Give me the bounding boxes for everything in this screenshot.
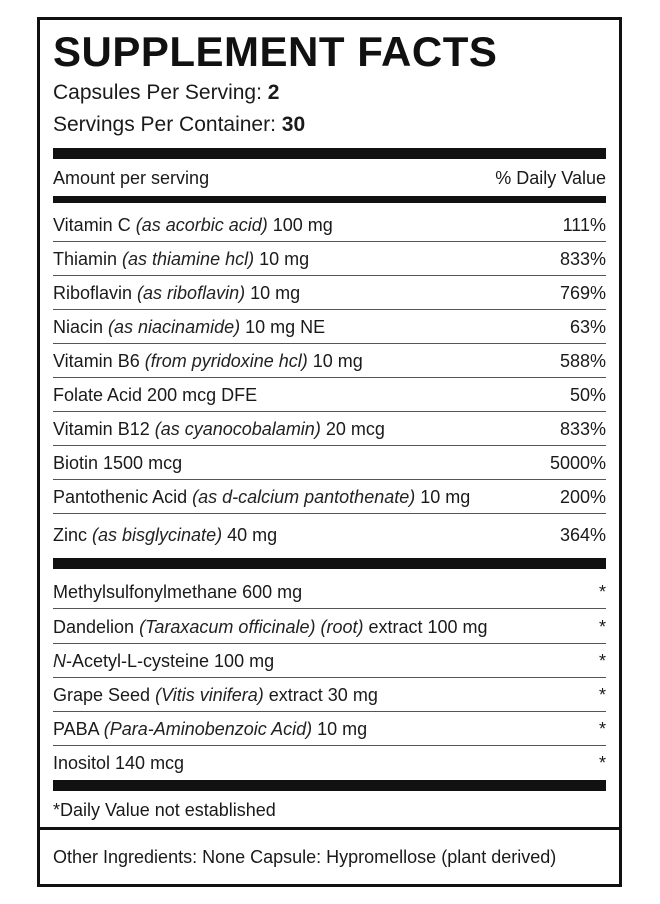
nutrient-name: Grape Seed — [53, 684, 156, 705]
nutrient-daily-value: 200% — [559, 486, 606, 507]
nutrient-row — [53, 380, 606, 410]
nutrient-amount: 10 mg — [254, 248, 310, 269]
nutrient-row — [53, 680, 606, 710]
nutrient-daily-value: 50% — [569, 384, 606, 405]
row-divider — [53, 479, 606, 480]
nutrient-name: Vitamin C — [53, 214, 136, 235]
nutrient-source: (as thiamine hcl) — [122, 248, 255, 269]
panel-title: SUPPLEMENT FACTS — [53, 28, 498, 75]
nutrient-name: Zinc — [53, 524, 93, 545]
servings-per-container — [53, 112, 305, 138]
nutrient-row — [53, 278, 606, 308]
row-divider — [53, 608, 606, 609]
nutrient-name: PABA — [53, 718, 104, 739]
nutrient-daily-value: * — [598, 650, 606, 671]
nutrient-daily-value: 833% — [559, 248, 606, 269]
nutrient-name — [53, 685, 378, 706]
nutrient-daily-value: 5000% — [549, 452, 606, 473]
nutrient-name — [53, 385, 257, 406]
nutrient-source: (Para-Aminobenzoic Acid) — [103, 718, 313, 739]
nutrient-name — [53, 419, 385, 440]
nutrient-daily-value: * — [598, 616, 606, 637]
row-divider — [53, 377, 606, 378]
capsules-value: 2 — [267, 81, 280, 104]
row-divider — [53, 309, 606, 310]
other-ingredients — [40, 827, 619, 884]
nutrient-daily-value: * — [598, 718, 606, 739]
nutrient-amount: 10 mg — [245, 282, 301, 303]
nutrient-name — [53, 582, 302, 603]
nutrient-name — [53, 317, 325, 338]
row-divider — [53, 343, 606, 344]
row-divider — [53, 513, 606, 514]
nutrient-name — [53, 351, 363, 372]
thick-divider — [53, 780, 606, 791]
nutrient-name — [53, 453, 182, 474]
row-divider — [53, 241, 606, 242]
other-ingredients-text: Other Ingredients: None Capsule: Hypromellose (plant derived) — [53, 846, 557, 867]
nutrient-amount: 10 mg NE — [240, 316, 326, 337]
footnote — [53, 795, 606, 825]
row-divider — [53, 711, 606, 712]
nutrient-source: (as acorbic acid) — [135, 214, 268, 235]
nutrient-name: Thiamin — [53, 248, 123, 269]
nutrient-name — [53, 249, 309, 270]
nutrient-name: Inositol 140 mcg — [53, 752, 185, 773]
nutrient-row — [53, 244, 606, 274]
nutrient-daily-value: * — [598, 684, 606, 705]
row-divider — [53, 643, 606, 644]
header-row — [53, 163, 606, 193]
capsules-label: Capsules Per Serving: — [53, 81, 268, 104]
nutrient-amount: 10 mg — [307, 350, 363, 371]
nutrient-amount: extract 30 mg — [263, 684, 378, 705]
nutrient-name — [53, 215, 333, 236]
nutrient-source: (from pyridoxine hcl) — [144, 350, 308, 371]
nutrient-daily-value: 833% — [559, 418, 606, 439]
nutrient-name: Niacin — [53, 316, 109, 337]
nutrient-daily-value: 364% — [559, 524, 606, 545]
nutrient-amount: 100 mg — [267, 214, 333, 235]
row-divider — [53, 677, 606, 678]
nutrient-name: Vitamin B6 — [53, 350, 145, 371]
nutrient-name — [53, 651, 274, 672]
nutrient-name — [53, 753, 184, 774]
thick-divider — [53, 558, 606, 569]
nutrient-source: (as cyanocobalamin) — [154, 418, 321, 439]
nutrient-daily-value: * — [598, 752, 606, 773]
capsules-per-serving — [53, 80, 279, 106]
nutrient-name: Vitamin B12 — [53, 418, 155, 439]
nutrient-row — [53, 748, 606, 778]
footnote-text: *Daily Value not established — [53, 799, 276, 820]
nutrient-source: (Taraxacum officinale) (root) — [139, 616, 364, 637]
row-divider — [53, 445, 606, 446]
daily-value-label: % Daily Value — [495, 167, 606, 188]
nutrient-row — [53, 520, 606, 550]
nutrient-name — [53, 283, 300, 304]
nutrient-row — [53, 448, 606, 478]
nutrient-source: (Vitis vinifera) — [155, 684, 264, 705]
nutrient-daily-value: 63% — [569, 316, 606, 337]
nutrient-name — [53, 487, 470, 508]
row-divider — [53, 411, 606, 412]
nutrient-amount: 40 mg — [222, 524, 278, 545]
nutrient-source: (as bisglycinate) — [92, 524, 223, 545]
nutrient-row — [53, 482, 606, 512]
nutrient-source: (as niacinamide) — [108, 316, 241, 337]
servings-value: 30 — [281, 113, 306, 136]
nutrient-row — [53, 346, 606, 376]
nutrient-name: -Acetyl-L-cysteine 100 mg — [66, 650, 275, 671]
servings-label: Servings Per Container: — [53, 113, 282, 136]
nutrient-name: Dandelion — [53, 616, 140, 637]
nutrient-amount: 10 mg — [415, 486, 471, 507]
row-divider — [53, 275, 606, 276]
nutrient-source: (as riboflavin) — [137, 282, 246, 303]
supplement-facts-panel — [37, 17, 622, 887]
nutrient-amount: extract 100 mg — [363, 616, 488, 637]
nutrient-row — [53, 646, 606, 676]
row-divider — [53, 745, 606, 746]
nutrient-name: Biotin 1500 mcg — [53, 452, 183, 473]
nutrient-name: Riboflavin — [53, 282, 138, 303]
nutrient-daily-value: 769% — [559, 282, 606, 303]
thick-divider — [53, 148, 606, 159]
nutrient-amount: 10 mg — [312, 718, 368, 739]
nutrient-name — [53, 617, 488, 638]
nutrient-daily-value: * — [598, 581, 606, 602]
nutrient-pre: N — [53, 650, 66, 671]
nutrient-amount: 20 mcg — [320, 418, 385, 439]
nutrient-row — [53, 577, 606, 607]
nutrient-row — [53, 714, 606, 744]
facts-main — [40, 20, 619, 830]
nutrient-row — [53, 612, 606, 642]
nutrient-name: Methylsulfonylmethane 600 mg — [53, 581, 303, 602]
nutrient-name — [53, 525, 277, 546]
nutrient-name — [53, 719, 367, 740]
nutrient-row — [53, 414, 606, 444]
nutrient-row — [53, 210, 606, 240]
nutrient-name: Pantothenic Acid — [53, 486, 193, 507]
nutrient-row — [53, 312, 606, 342]
amount-per-serving-label: Amount per serving — [53, 167, 210, 188]
nutrient-source: (as d-calcium pantothenate) — [192, 486, 416, 507]
nutrient-daily-value: 111% — [562, 214, 606, 235]
nutrient-daily-value: 588% — [559, 350, 606, 371]
nutrient-name: Folate Acid 200 mcg DFE — [53, 384, 258, 405]
medium-divider — [53, 196, 606, 203]
